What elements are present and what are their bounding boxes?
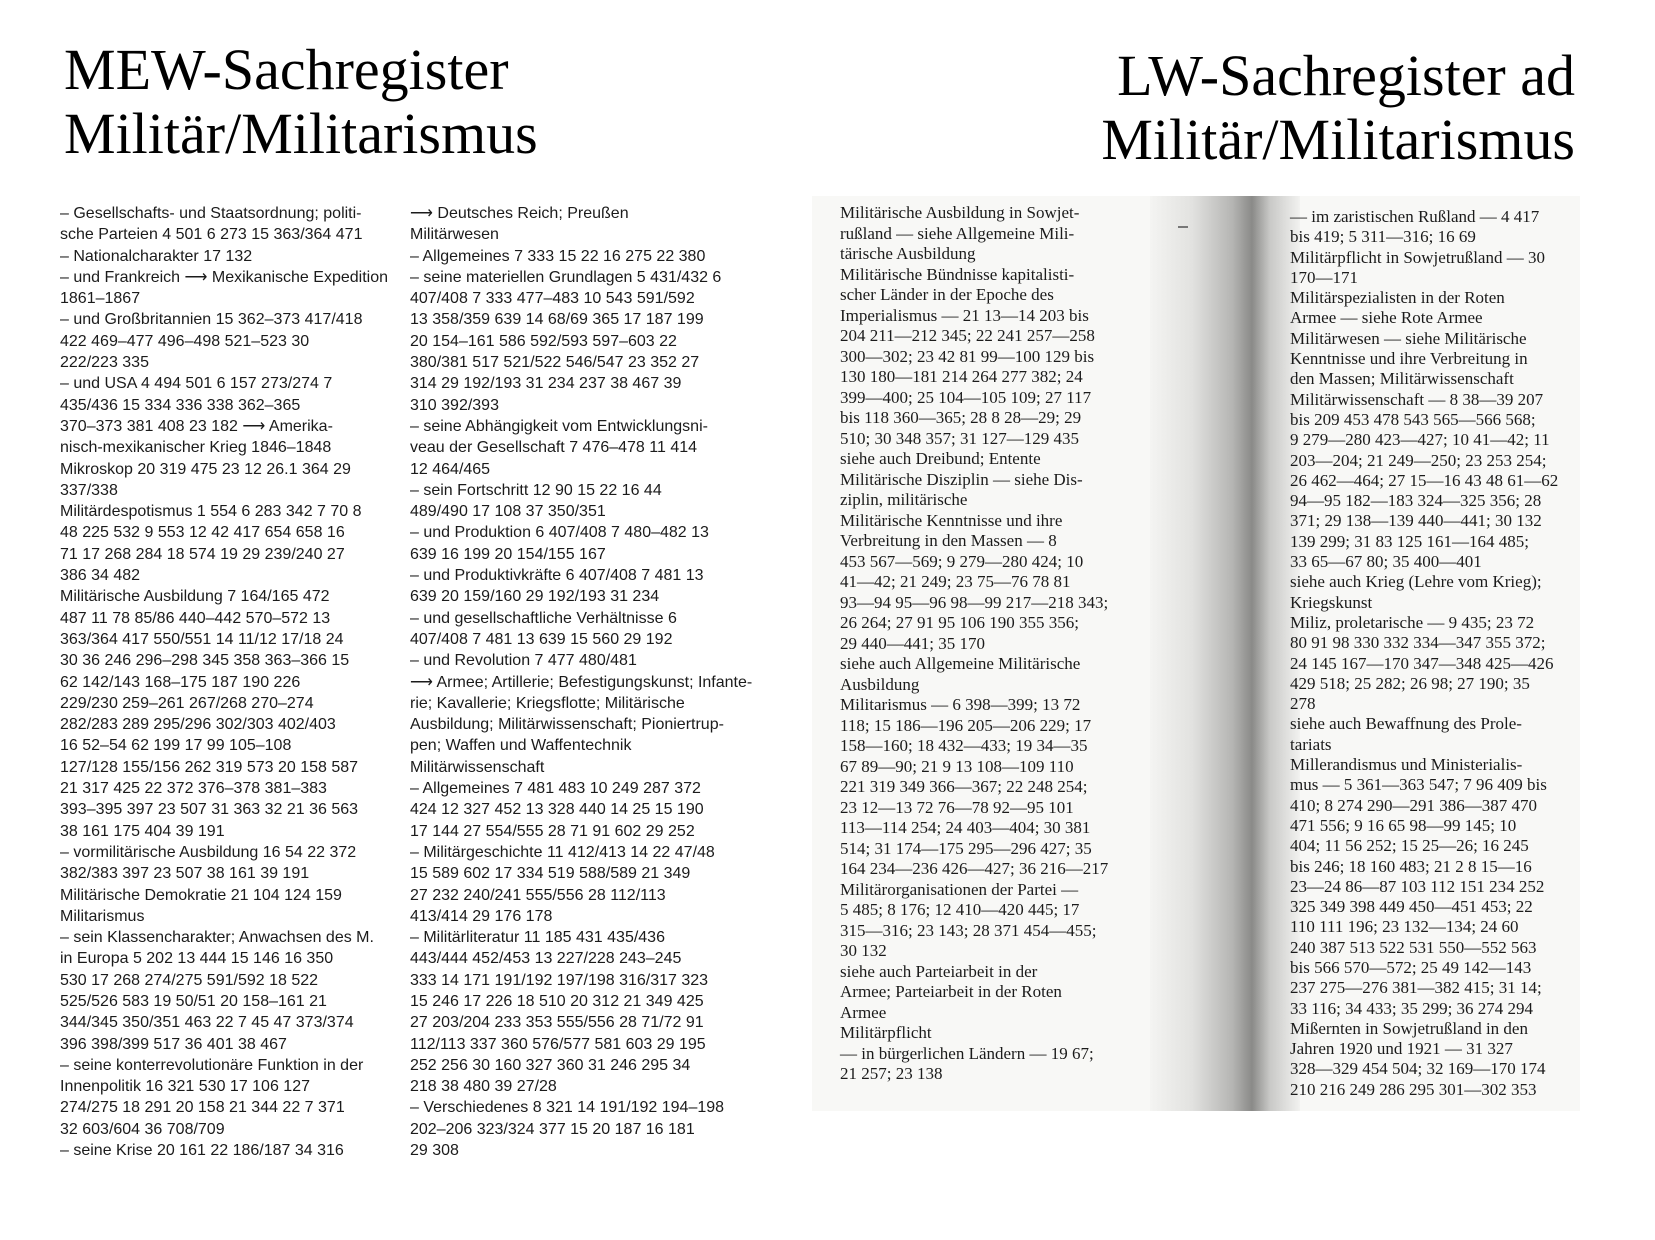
index-line: 489/490 17 108 37 350/351 <box>410 503 606 521</box>
index-line: Jahren 1920 und 1921 — 31 327 <box>1290 1039 1513 1059</box>
index-line: 23—24 86—87 103 112 151 234 252 <box>1290 876 1545 896</box>
index-line: 9 279—280 423—427; 10 41—42; 11 <box>1290 430 1550 450</box>
index-line: Militarismus — 6 398—399; 13 72 <box>840 695 1081 714</box>
index-line: — im zaristischen Rußland — 4 417 <box>1290 207 1540 226</box>
index-line: 237 275—276 381—382 415; 31 14; <box>1290 978 1542 998</box>
index-line: 27 232 240/241 555/556 28 112/113 <box>410 886 666 904</box>
index-line: Ausbildung; Militärwissenschaft; Pioniertrup- <box>410 716 724 734</box>
index-line: 222/223 335 <box>60 354 149 372</box>
index-line: 203—204; 21 249—250; 23 253 254; <box>1290 450 1547 470</box>
index-line: 240 387 513 522 531 550—552 563 <box>1290 937 1537 957</box>
index-line: siehe auch Allgemeine Militärische <box>840 654 1081 673</box>
index-line: Verbreitung in den Massen — 8 <box>840 531 1057 550</box>
index-line: Militärwesen <box>410 226 499 244</box>
index-line: 639 16 199 20 154/155 167 <box>410 545 606 563</box>
index-line: nisch-mexikanischer Krieg 1846–1848 <box>60 439 332 457</box>
index-line: 530 17 268 274/275 591/592 18 522 <box>60 971 319 989</box>
mew-title-line1: MEW-Sachregister <box>64 37 509 102</box>
index-line: siehe auch Dreibund; Entente <box>840 449 1041 468</box>
index-line: 399—400; 25 104—105 109; 27 117 <box>840 387 1092 407</box>
index-line: bis 209 453 478 543 565—566 568; <box>1290 409 1536 429</box>
index-line: Militärische Ausbildung 7 164/165 472 <box>60 588 330 606</box>
index-line: 13 358/359 639 14 68/69 365 17 187 199 <box>410 311 704 329</box>
index-line: 424 12 327 452 13 328 440 14 25 15 190 <box>410 801 704 819</box>
index-line: 38 161 175 404 39 191 <box>60 822 225 840</box>
index-line: 67 89—90; 21 9 13 108—109 110 <box>840 756 1074 776</box>
index-line: Mißernten in Sowjetrußland in den <box>1290 1018 1528 1038</box>
index-line: — in bürgerlichen Ländern — 19 67; <box>840 1043 1094 1063</box>
index-line: 127/128 155/156 262 319 573 20 158 587 <box>60 758 359 776</box>
index-line: 113—114 254; 24 403—404; 30 381 <box>840 818 1091 837</box>
index-line: – und gesellschaftliche Verhältnisse 6 <box>410 609 677 627</box>
index-line: 471 556; 9 16 65 98—99 145; 10 <box>1290 815 1517 835</box>
index-line: – und Produktion 6 407/408 7 480–482 13 <box>410 524 709 542</box>
index-line: 328—329 454 504; 32 169—170 174 <box>1290 1059 1546 1079</box>
index-line: 407/408 7 333 477–483 10 543 591/592 <box>410 290 695 308</box>
index-line: siehe auch Parteiarbeit in der <box>840 961 1038 981</box>
index-line: Militärische Demokratie 21 104 124 159 <box>60 886 342 904</box>
index-line: 41—42; 21 249; 23 75—76 78 81 <box>840 572 1071 591</box>
index-line: Mikroskop 20 319 475 23 12 26.1 364 29 <box>60 460 351 478</box>
index-line: pen; Waffen und Waffentechnik <box>410 737 632 755</box>
index-line: siehe auch Bewaffnung des Prole- <box>1290 714 1522 734</box>
index-line: 20 154–161 586 592/593 597–603 22 <box>410 332 677 350</box>
index-line: 12 464/465 <box>410 460 491 478</box>
index-line: rußland — siehe Allgemeine Mili- <box>840 223 1075 243</box>
index-line: 48 225 532 9 553 12 42 417 654 658 16 <box>60 524 345 542</box>
index-line: – seine konterrevolutionäre Funktion in der <box>60 1056 364 1074</box>
index-line: scher Länder in der Epoche des <box>840 285 1054 304</box>
index-line: 210 216 249 286 295 301—302 353 <box>1290 1079 1537 1099</box>
index-line: – seine Krise 20 161 22 186/187 34 316 <box>60 1142 344 1160</box>
index-line: 21 317 425 22 372 376–378 381–383 <box>60 780 327 798</box>
index-line: Militärspezialisten in der Roten <box>1290 288 1505 308</box>
index-line: 325 349 398 449 450—451 453; 22 <box>1290 897 1533 917</box>
index-line: 371; 29 138—139 440—441; 30 132 <box>1290 511 1542 531</box>
index-line: 15 589 602 17 334 519 588/589 21 349 <box>410 865 691 883</box>
index-line: ⟶ Deutsches Reich; Preußen <box>410 205 629 222</box>
index-line: 29 308 <box>410 1142 459 1160</box>
index-line: – Militärliteratur 11 185 431 435/436 <box>410 929 665 947</box>
index-line: Kenntnisse und ihre Verbreitung in <box>1290 349 1528 369</box>
index-line: 639 20 159/160 29 192/193 31 234 <box>410 588 660 606</box>
index-line: 282/283 289 295/296 302/303 402/403 <box>60 716 336 734</box>
index-line: 410; 8 274 290—291 386—387 470 <box>1290 795 1537 815</box>
index-line: 33 116; 34 433; 35 299; 36 274 294 <box>1290 998 1534 1018</box>
index-line: Kriegskunst <box>1290 592 1373 612</box>
index-line: – und Großbritannien 15 362–373 417/418 <box>60 311 363 329</box>
index-line: 487 11 78 85/86 440–442 570–572 13 <box>60 609 331 627</box>
lw-index-column-left <box>840 203 1130 1085</box>
book-gutter-shadow <box>1150 196 1300 1111</box>
index-line: siehe auch Krieg (Lehre vom Krieg); <box>1290 572 1542 592</box>
index-line: 62 142/143 168–175 187 190 226 <box>60 673 301 691</box>
index-line: in Europa 5 202 13 444 15 146 16 350 <box>60 950 334 968</box>
index-line: Miliz, proletarische — 9 435; 23 72 <box>1290 612 1535 632</box>
index-line: 218 38 480 39 27/28 <box>410 1078 557 1096</box>
index-line: bis 419; 5 311—316; 16 69 <box>1290 227 1476 247</box>
index-line: 5 485; 8 176; 12 410—420 445; 17 <box>840 900 1080 919</box>
index-line: 333 14 171 191/192 197/198 316/317 323 <box>410 971 709 989</box>
index-line: – Nationalcharakter 17 132 <box>60 247 253 265</box>
index-line: 93—94 95—96 98—99 217—218 343; <box>840 592 1109 612</box>
index-line: Imperialismus — 21 13—14 203 bis <box>840 305 1089 325</box>
mew-title <box>64 38 538 166</box>
index-line: 23 12—13 72 76—78 92—95 101 <box>840 797 1074 817</box>
index-line: – Gesellschafts- und Staatsordnung; politi- <box>60 205 362 222</box>
index-line: Militärdespotismus 1 554 6 283 342 7 70 8 <box>60 503 362 521</box>
index-line: 525/526 583 19 50/51 20 158–161 21 <box>60 992 327 1010</box>
index-line: 1861–1867 <box>60 290 141 308</box>
index-line: 26 264; 27 91 95 106 190 355 356; <box>840 613 1079 632</box>
index-line: – und USA 4 494 501 6 157 273/274 7 <box>60 375 333 393</box>
index-line: Millerandismus und Ministerialis- <box>1290 755 1523 775</box>
index-line: 26 462—464; 27 15—16 43 48 61—62 <box>1290 470 1559 490</box>
index-line: 315—316; 23 143; 28 371 454—455; <box>840 920 1097 940</box>
index-line: – sein Fortschritt 12 90 15 22 16 44 <box>410 481 662 499</box>
index-line: 407/408 7 481 13 639 15 560 29 192 <box>410 630 673 648</box>
lw-index-column-right <box>1290 207 1595 1100</box>
index-line: 21 257; 23 138 <box>840 1064 943 1083</box>
index-line: sche Parteien 4 501 6 273 15 363/364 471 <box>60 226 363 244</box>
index-line: bis 566 570—572; 25 49 142—143 <box>1290 957 1532 977</box>
index-line: – Allgemeines 7 481 483 10 249 287 372 <box>410 780 701 798</box>
index-line: 221 319 349 366—367; 22 248 254; <box>840 777 1088 796</box>
index-line: 344/345 350/351 463 22 7 45 47 373/374 <box>60 1014 354 1032</box>
index-line: Militärische Kenntnisse und ihre <box>840 510 1063 530</box>
index-line: Militärische Bündnisse kapitalisti- <box>840 264 1075 284</box>
index-line: mus — 5 361—363 547; 7 96 409 bis <box>1290 775 1547 795</box>
index-line: ⟶ Armee; Artillerie; Befestigungskunst; Infante- <box>410 673 753 691</box>
index-line: 16 52–54 62 199 17 99 105–108 <box>60 737 292 755</box>
index-line: – und Produktivkräfte 6 407/408 7 481 13 <box>410 567 704 585</box>
index-line: 396 398/399 517 36 401 38 467 <box>60 1035 287 1053</box>
mew-index-column-left <box>60 203 390 1161</box>
index-line: 429 518; 25 282; 26 98; 27 190; 35 <box>1290 673 1530 693</box>
index-line: bis 246; 18 160 483; 21 2 8 15—16 <box>1290 856 1532 876</box>
index-line: 29 440—441; 35 170 <box>840 633 985 653</box>
index-line: 453 567—569; 9 279—280 424; 10 <box>840 551 1084 571</box>
index-line: bis 118 360—365; 28 8 28—29; 29 <box>840 408 1082 427</box>
index-line: 274/275 18 291 20 158 21 344 22 7 371 <box>60 1099 345 1117</box>
index-line: – seine Abhängigkeit vom Entwicklungsni- <box>410 417 708 435</box>
index-line: Militärische Disziplin — siehe Dis- <box>840 469 1083 489</box>
index-line: 80 91 98 330 332 334—347 355 372; <box>1290 633 1546 653</box>
index-line: – Verschiedenes 8 321 14 191/192 194–198 <box>410 1099 725 1117</box>
index-line: 229/230 259–261 267/268 270–274 <box>60 694 314 712</box>
index-line: Armee; Parteiarbeit in der Roten <box>840 982 1062 1001</box>
index-line: Militärpflicht <box>840 1023 932 1042</box>
index-line: 310 392/393 <box>410 396 499 414</box>
lw-title <box>1101 44 1575 172</box>
mew-index-column-right <box>410 203 753 1161</box>
index-line: tärische Ausbildung <box>840 244 976 263</box>
index-line: tariats <box>1290 734 1332 754</box>
index-line: 278 <box>1290 694 1316 714</box>
index-line: 382/383 397 23 507 38 161 39 191 <box>60 865 310 883</box>
index-line: 380/381 517 521/522 546/547 23 352 27 <box>410 354 700 372</box>
gutter-mark <box>1178 226 1188 228</box>
index-line: Militärpflicht in Sowjetrußland — 30 <box>1290 247 1545 267</box>
index-line: 252 256 30 160 327 360 31 246 295 34 <box>410 1056 691 1074</box>
index-line: Armee <box>840 1002 887 1022</box>
index-line: 17 144 27 554/555 28 71 91 602 29 252 <box>410 822 695 840</box>
index-line: 393–395 397 23 507 31 363 32 21 36 563 <box>60 801 359 819</box>
index-line: Innenpolitik 16 321 530 17 106 127 <box>60 1078 310 1096</box>
index-line: rie; Kavallerie; Kriegsflotte; Militärische <box>410 694 685 712</box>
index-line: Militärwesen — siehe Militärische <box>1290 328 1527 348</box>
index-line: Armee — siehe Rote Armee <box>1290 308 1483 328</box>
index-line: 514; 31 174—175 295—296 427; 35 <box>840 838 1092 858</box>
index-line: 15 246 17 226 18 510 20 312 21 349 425 <box>410 992 704 1010</box>
index-line: den Massen; Militärwissenschaft <box>1290 369 1514 389</box>
index-line: Militärorganisationen der Partei — <box>840 879 1079 899</box>
index-line: Militarismus <box>60 907 145 925</box>
index-line: – Allgemeines 7 333 15 22 16 275 22 380 <box>410 247 706 265</box>
index-line: 139 299; 31 83 125 161—164 485; <box>1290 531 1529 551</box>
index-line: 30 36 246 296–298 345 358 363–366 15 <box>60 652 350 670</box>
index-line: 110 111 196; 23 132—134; 24 60 <box>1290 917 1519 937</box>
index-line: – und Frankreich ⟶ Mexikanische Expedition <box>60 268 388 286</box>
index-line: – und Revolution 7 477 480/481 <box>410 652 637 670</box>
index-line: Militärwissenschaft <box>410 758 545 776</box>
mew-title-line2: Militär/Militarismus <box>64 101 538 166</box>
index-line: 314 29 192/193 31 234 237 38 467 39 <box>410 375 682 393</box>
index-line: 422 469–477 496–498 521–523 30 <box>60 332 310 350</box>
index-line: 164 234—236 426—427; 36 216—217 <box>840 859 1109 878</box>
index-line: 71 17 268 284 18 574 19 29 239/240 27 <box>60 545 345 563</box>
index-line: 130 180—181 214 264 277 382; 24 <box>840 367 1083 386</box>
index-line: 300—302; 23 42 81 99—100 129 bis <box>840 346 1095 366</box>
index-line: Militärwissenschaft — 8 38—39 207 <box>1290 389 1544 409</box>
lw-title-line2: Militär/Militarismus <box>1101 107 1575 172</box>
index-line: 94—95 182—183 324—325 356; 28 <box>1290 491 1542 511</box>
index-line: 170—171 <box>1290 267 1358 287</box>
index-line: – seine materiellen Grundlagen 5 431/432 6 <box>410 268 722 286</box>
index-line: 413/414 29 176 178 <box>410 907 553 925</box>
index-line: 118; 15 186—196 205—206 229; 17 <box>840 715 1092 735</box>
index-line: 510; 30 348 357; 31 127—129 435 <box>840 428 1079 448</box>
index-line: 435/436 15 334 336 338 362–365 <box>60 396 301 414</box>
index-line: 370–373 381 408 23 182 ⟶ Amerika- <box>60 417 333 435</box>
index-line: 386 34 482 <box>60 567 141 585</box>
index-line: 32 603/604 36 708/709 <box>60 1120 225 1138</box>
index-line: Militärische Ausbildung in Sowjet- <box>840 203 1080 222</box>
index-line: veau der Gesellschaft 7 476–478 11 414 <box>410 439 698 457</box>
index-line: 337/338 <box>60 481 118 499</box>
index-line: 404; 11 56 252; 15 25—26; 16 245 <box>1290 836 1529 856</box>
index-line: ziplin, militärische <box>840 490 968 509</box>
index-line: – sein Klassencharakter; Anwachsen des M. <box>60 929 374 947</box>
index-line: 202–206 323/324 377 15 20 187 16 181 <box>410 1120 695 1138</box>
index-line: 30 132 <box>840 941 887 960</box>
index-line: 112/113 337 360 576/577 581 603 29 195 <box>410 1035 706 1053</box>
index-line: 158—160; 18 432—433; 19 34—35 <box>840 736 1088 755</box>
index-line: 363/364 417 550/551 14 11/12 17/18 24 <box>60 630 344 648</box>
index-line: 27 203/204 233 353 555/556 28 71/72 91 <box>410 1014 704 1032</box>
index-line: 24 145 167—170 347—348 425—426 <box>1290 653 1554 673</box>
index-line: 443/444 452/453 13 227/228 243–245 <box>410 950 682 968</box>
lw-title-line1: LW-Sachregister ad <box>1117 43 1575 108</box>
index-line: 204 211—212 345; 22 241 257—258 <box>840 326 1095 345</box>
index-line: 33 65—67 80; 35 400—401 <box>1290 552 1482 572</box>
index-line: Ausbildung <box>840 674 920 694</box>
index-line: – Militärgeschichte 11 412/413 14 22 47/48 <box>410 843 715 861</box>
index-line: – vormilitärische Ausbildung 16 54 22 372 <box>60 843 357 861</box>
